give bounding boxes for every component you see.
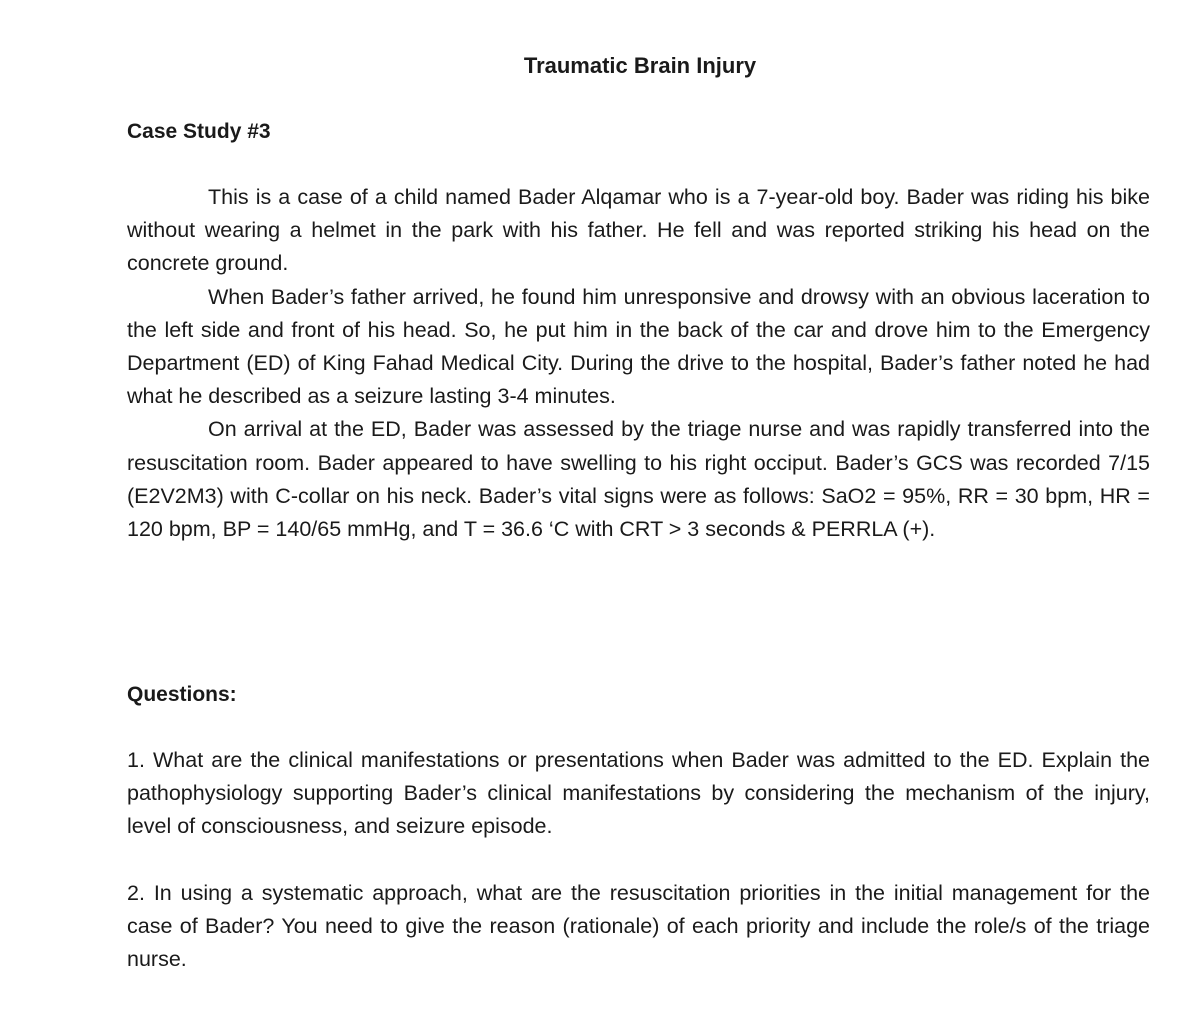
case-paragraph-1: This is a case of a child named Bader Alqamar who is a 7-year-old boy. Bader was riding his bike without wearing a helmet in the park with his father. He fell and was reported striking his head on the concrete ground. xyxy=(127,185,1150,276)
document-title: Traumatic Brain Injury xyxy=(523,53,757,78)
question-2-text: 2. In using a systematic approach, what are the resuscitation priorities in the initial management for the case of Bader? You need to give the reason (rationale) of each priority and include the role/s of the triage nurse. xyxy=(127,881,1150,972)
question-1-text: 1. What are the clinical manifestations or presentations when Bader was admitted to the ED. Explain the pathophysiology supporting Bader’s clinical manifestations by considering the mechanism of the injury, level of consciousness, and seizure episode. xyxy=(127,748,1150,839)
case-description xyxy=(127,181,1150,546)
case-study-heading: Case Study #3 xyxy=(127,120,271,143)
question-1 xyxy=(127,744,1150,844)
case-paragraph-3: On arrival at the ED, Bader was assessed by the triage nurse and was rapidly transferred into the resuscitation room. Bader appeared to have swelling to his right occiput. Bader’s GCS was recorded 7/15 (E2V2M3) with C-collar on his neck. Bader’s vital signs were as follows: SaO2 = 95%, RR = 30 bpm, HR = 120 bpm, BP = 140/65 mmHg, and T = 36.6 ‘C with CRT > 3 seconds & PERRLA (+). xyxy=(127,417,1150,542)
questions-heading: Questions: xyxy=(127,683,237,706)
case-paragraph-2: When Bader’s father arrived, he found him unresponsive and drowsy with an obvious laceration to the left side and front of his head. So, he put him in the back of the car and drove him to the Emergency Department (ED) of King Fahad Medical City. During the drive to the hospital, Bader’s father noted he had what he described as a seizure lasting 3-4 minutes. xyxy=(127,284,1150,409)
question-2 xyxy=(127,877,1150,977)
